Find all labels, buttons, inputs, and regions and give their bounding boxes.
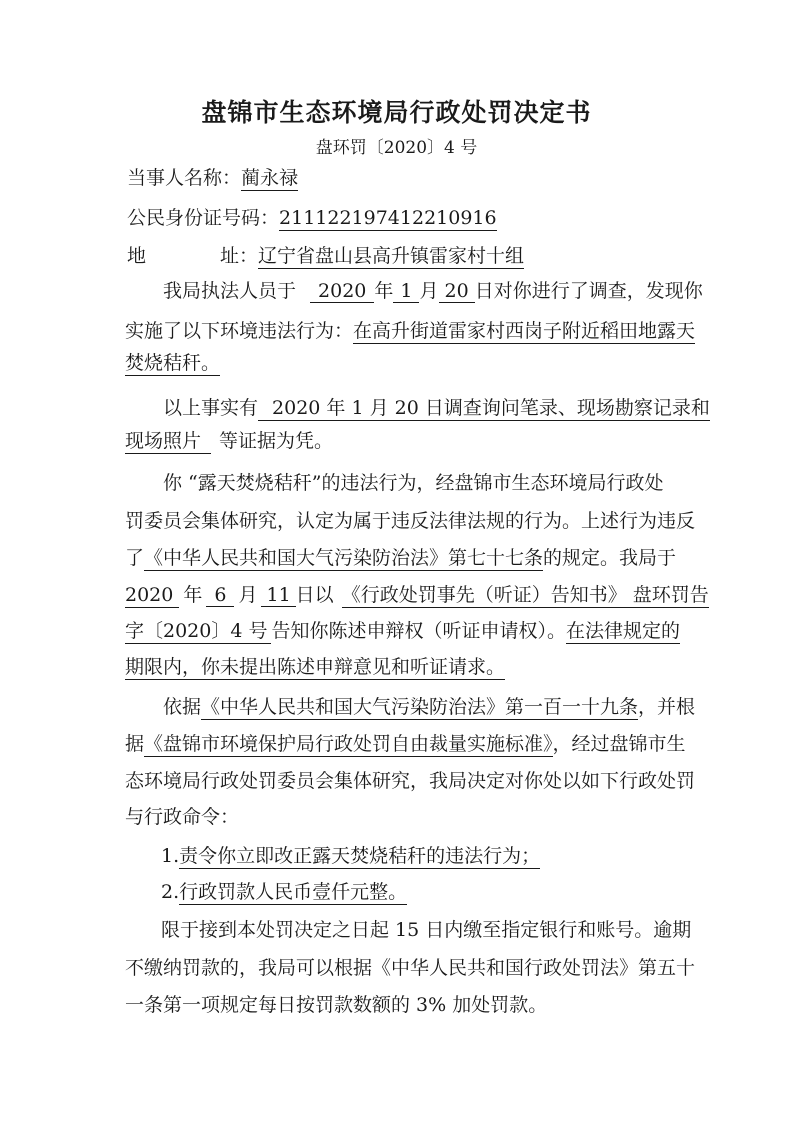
party-id: 211122197412210916 [279, 207, 497, 229]
paragraph-4-line-3: 态环境局行政处罚委员会集体研究，我局决定对你处以如下行政处罚 [125, 770, 696, 792]
violated-law: 《中华人民共和国大气污染防治法》第七十七条 [144, 547, 544, 569]
penalty-item [161, 879, 407, 905]
text: 我局执法人员于 [163, 280, 297, 302]
text: 以上事实有 [163, 397, 259, 419]
notice-number: 字〔2020〕4 号 [125, 620, 271, 644]
party-id-label: 公民身份证号码： [127, 207, 280, 229]
text: 据 [125, 733, 145, 755]
evidence-list: 2020 年 1 月 20 日调查询问笔录、现场勘察记录和 [258, 397, 710, 421]
text: ，并根 [638, 696, 696, 718]
penalty-item-number: 1. [161, 845, 180, 867]
paragraph-3-line-3 [125, 545, 676, 571]
text: 日以 [295, 584, 334, 606]
text: 月 [238, 584, 258, 606]
notice-day: 11 [261, 584, 295, 607]
text: 告知你陈述申辩权（听证申请权）。 [271, 620, 566, 642]
paragraph-5-line-3: 一条第一项规定每日按罚款数额的 3% 加处罚款。 [125, 994, 548, 1016]
party-address-label-b: 址： [220, 245, 259, 267]
paragraph-4-line-1 [163, 694, 695, 720]
text: 的规定。我局于 [543, 547, 677, 569]
paragraph-3-line-6 [125, 654, 505, 680]
text: 等证据为凭。 [219, 430, 334, 452]
penalty-item-number: 2. [161, 881, 180, 903]
notice-month: 6 [206, 584, 234, 607]
paragraph-5-line-1: 限于接到本处罚决定之日起 15 日内缴至指定银行和账号。逾期 [161, 919, 692, 941]
document-title: 盘锦市生态环境局行政处罚决定书 [201, 98, 592, 127]
penalty-item-text: 责令你立即改正露天焚烧秸秆的违法行为； [179, 845, 541, 867]
investigation-month: 1 [393, 280, 419, 303]
document-number: 盘环罚〔2020〕4 号 [315, 138, 478, 158]
violation-description: 在高升街道雷家村西岗子附近稻田地露天 [353, 320, 696, 342]
text: 年 [374, 280, 394, 302]
text: 了 [125, 547, 145, 569]
paragraph-1-line-3 [125, 350, 220, 376]
text: 依据 [163, 696, 202, 718]
text: 年 [183, 584, 203, 606]
paragraph-5-line-2: 不缴纳罚款的，我局可以根据《中华人民共和国行政处罚法》第五十 [125, 957, 696, 979]
paragraph-2-line-1 [163, 395, 710, 421]
text: ，经过盘锦市生 [552, 733, 686, 755]
party-address-row [127, 241, 524, 268]
notice-document: 《行政处罚事先（听证）告知书》 盘环罚告 [341, 584, 709, 606]
investigation-day: 20 [439, 280, 475, 303]
paragraph-3-line-2: 罚委员会集体研究，认定为属于违反法律法规的行为。上述行为违反 [125, 510, 696, 532]
paragraph-1-line-1 [163, 278, 703, 304]
penalty-item [161, 843, 540, 869]
paragraph-1-line-2 [125, 318, 695, 344]
investigation-year: 2020 [310, 280, 374, 303]
discretion-standard: 《盘锦市环境保护局行政处罚自由裁量实施标准》 [144, 733, 553, 755]
text: 月 [419, 280, 439, 302]
notice-year: 2020 [125, 584, 179, 608]
penalty-item-text: 行政罚款人民币壹仟元整。 [179, 881, 408, 903]
no-statement-note-end: 期限内，你未提出陈述申辩意见和听证请求。 [125, 656, 506, 678]
no-statement-note: 在法律规定的 [566, 620, 681, 642]
evidence-list-end: 现场照片 [125, 430, 211, 454]
penalty-law: 《中华人民共和国大气污染防治法》第一百一十九条 [201, 696, 639, 718]
party-name: 蔺永禄 [241, 167, 299, 189]
paragraph-3-line-4 [125, 582, 709, 608]
party-name-label: 当事人名称： [127, 167, 242, 189]
party-id-row [127, 203, 497, 230]
party-address-label-a: 地 [127, 245, 147, 267]
violation-description-end: 焚烧秸秆。 [125, 352, 221, 374]
party-address: 辽宁省盘山县高升镇雷家村十组 [258, 245, 525, 267]
paragraph-3-line-5 [125, 618, 680, 644]
text: 日对你进行了调查，发现你 [474, 280, 703, 302]
party-name-row [127, 163, 298, 190]
paragraph-4-line-2 [125, 731, 686, 757]
paragraph-4-line-4: 与行政命令： [125, 806, 240, 828]
paragraph-2-line-2 [125, 428, 333, 454]
paragraph-3-line-1: 你 “露天焚烧秸秆”的违法行为，经盘锦市生态环境局行政处 [163, 472, 664, 494]
text: 实施了以下环境违法行为： [125, 320, 354, 342]
